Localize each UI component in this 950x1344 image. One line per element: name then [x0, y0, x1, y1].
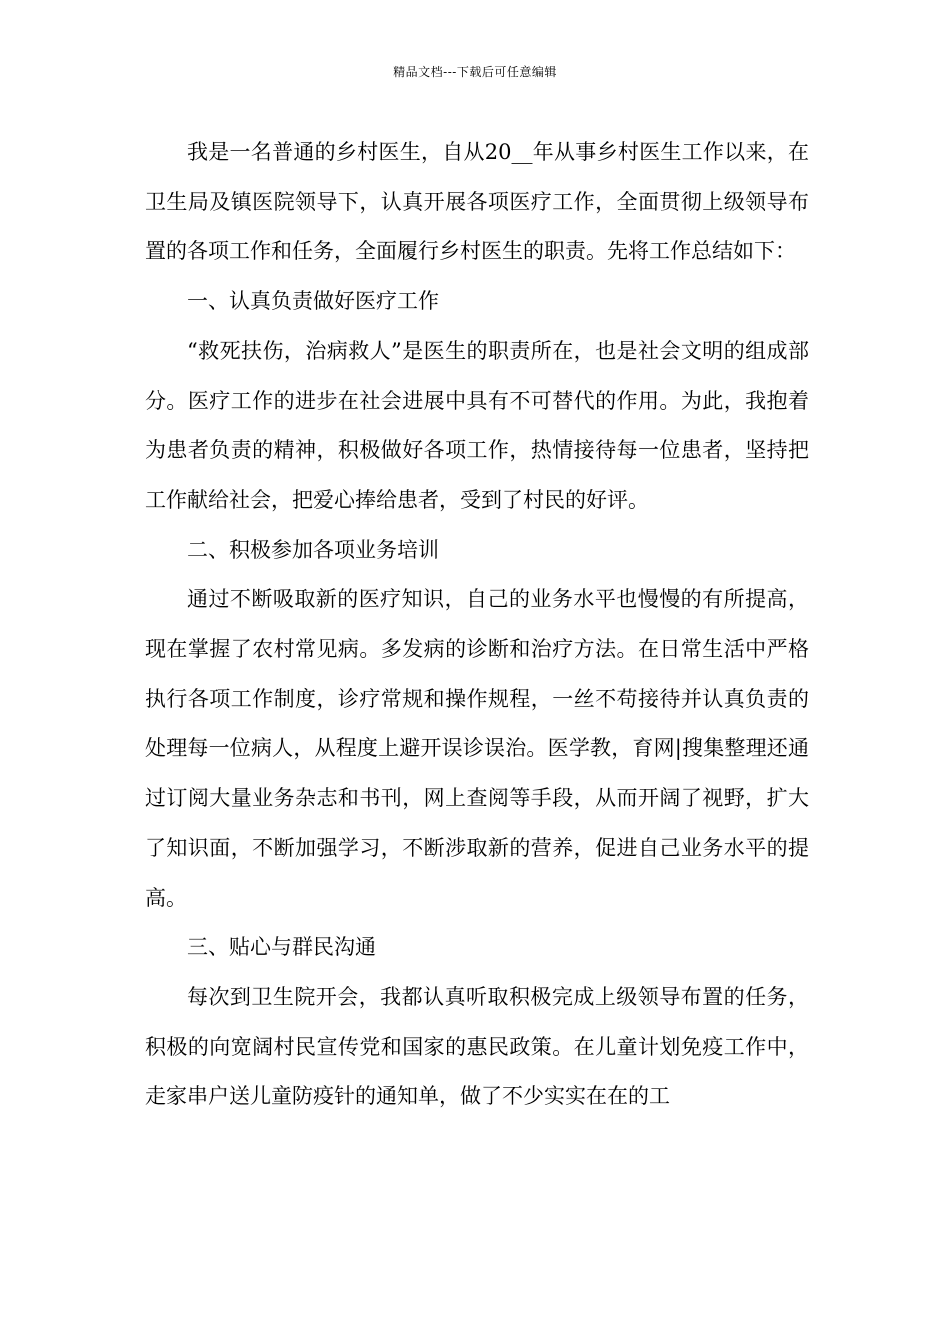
section-2-paragraph: 通过不断吸取新的医疗知识，自己的业务水平也慢慢的有所提高，现在掌握了农村常见病。多发病的诊断和治疗方法。在日常生活中严格执行各项工作制度，诊疗常规和操作规程，一丝不苟接待并认真负责的处理每一位病人，从程度上避开误诊误治。医学教，育网|搜集整理还通过订阅大量业务杂志和书刊，网上查阅等手段，从而开阔了视野，扩大了知识面，不断加强学习，不断涉取新的营养，促进自己业务水平的提高。 — [145, 587, 809, 910]
section-1-paragraph: “救死扶伤，治病救人”是医生的职责所在，也是社会文明的组成部分。医疗工作的进步在社会进展中具有不可替代的作用。为此，我抱着为患者负责的精神，积极做好各项工作，热情接待每一位患者，坚持把工作献给社会，把爱心捧给患者，受到了村民的好评。 — [145, 338, 809, 512]
section-heading-2: 二、积极参加各项业务培训 — [187, 537, 439, 562]
page-header: 精品文档---下载后可任意编辑 — [393, 65, 557, 79]
intro-paragraph: 我是一名普通的乡村医生，自从20__年从事乡村医生工作以来，在卫生局及镇医院领导下，认真开展各项医疗工作，全面贯彻上级领导布置的各项工作和任务，全面履行乡村医生的职责。先将工作总结如下： — [145, 140, 809, 264]
document-body — [145, 128, 809, 1122]
section-heading-3: 三、贴心与群民沟通 — [187, 935, 376, 960]
section-heading-1: 一、认真负责做好医疗工作 — [187, 289, 439, 314]
section-3-paragraph: 每次到卫生院开会，我都认真听取积极完成上级领导布置的任务，积极的向宽阔村民宣传党和国家的惠民政策。在儿童计划免疫工作中，走家串户送儿童防疫针的通知单，做了不少实实在在的工 — [145, 984, 809, 1109]
